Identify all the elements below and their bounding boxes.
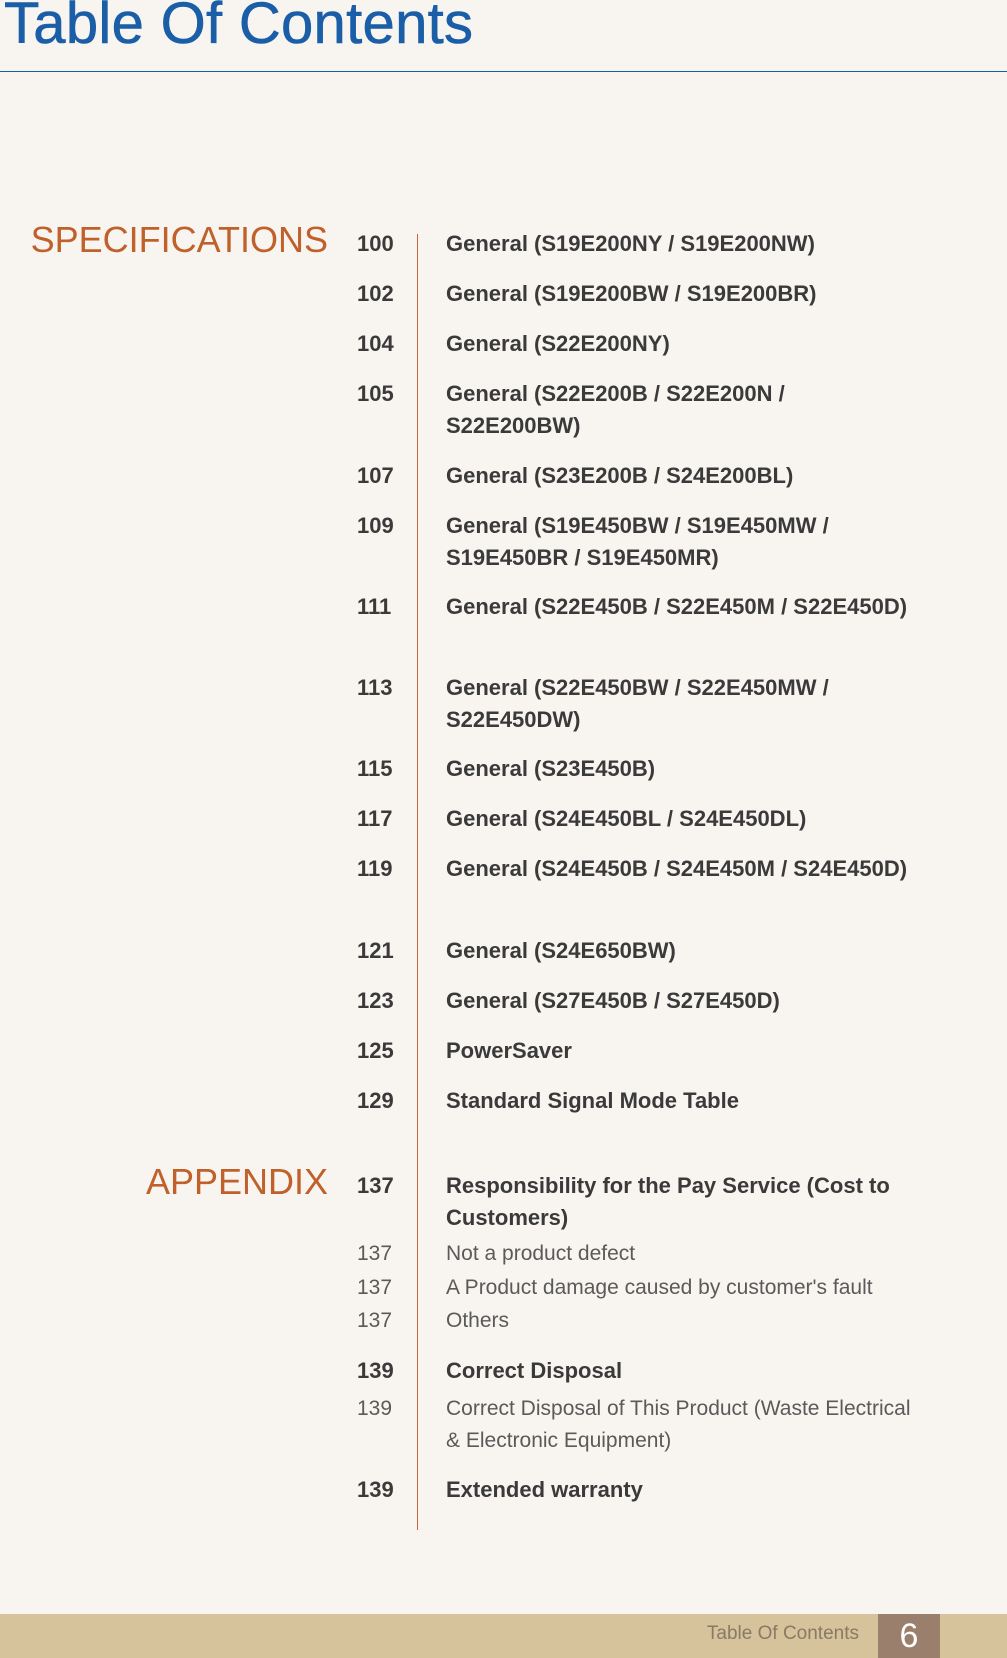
toc-page-number: 115 [357,756,393,781]
toc-entry-title[interactable]: General (S19E200BW / S19E200BR) [446,281,817,306]
footer-label: Table Of Contents [706,1623,859,1644]
toc-page-number: 123 [357,988,394,1013]
toc-page-number: 119 [357,856,393,881]
toc-page-number: 139 [357,1397,393,1420]
toc-entry-title[interactable]: General (S19E200NY / S19E200NW) [446,231,815,256]
toc-entry-title[interactable]: Standard Signal Mode Table [446,1088,739,1113]
toc-entry-title[interactable]: General (S22E200B / S22E200N / S22E200BW) [446,381,785,438]
toc-entry-title[interactable]: Responsibility for the Pay Service (Cost to Customers) [446,1173,890,1230]
toc-entry-title[interactable]: General (S22E450BW / S22E450MW / S22E450DW) [446,675,829,732]
toc-entry-title[interactable]: General (S23E450B) [446,756,656,781]
toc-page-number: 137 [357,1276,393,1299]
toc-subentry-title[interactable]: Not a product defect [446,1242,636,1265]
page-title: Table Of Contents [4,0,474,56]
toc-entry-title[interactable]: General (S24E450BL / S24E450DL) [446,806,807,831]
toc-page-number: 125 [357,1038,394,1063]
toc-entry-title[interactable]: Extended warranty [446,1477,643,1502]
toc-page-number: 117 [357,806,393,831]
toc-page-number: 129 [357,1088,394,1113]
toc-page-number: 137 [357,1309,393,1332]
toc-page-number: 113 [357,675,393,700]
section-heading-appendix: APPENDIX [145,1161,328,1202]
toc-page-number: 100 [357,231,394,256]
toc-entry-title[interactable]: General (S24E450B / S24E450M / S24E450D) [446,856,908,881]
toc-page-number: 111 [357,594,392,619]
toc-page-number: 121 [357,938,394,963]
toc-page-number: 107 [357,463,394,488]
toc-subentry-title[interactable]: Correct Disposal of This Product (Waste Electrical & Electronic Equipment) [446,1397,911,1452]
toc-page-number: 139 [357,1477,394,1502]
toc-page-number: 139 [357,1358,394,1383]
toc-entry-title[interactable]: Correct Disposal [446,1358,623,1383]
toc-entry-title[interactable]: General (S24E650BW) [446,938,676,963]
toc-page-number: 102 [357,281,394,306]
toc-page-number: 105 [357,381,394,406]
toc-page-number: 104 [357,331,394,356]
title-divider [0,71,1007,72]
toc-subentry-title[interactable]: Others [446,1309,510,1332]
toc-page-number: 137 [357,1173,394,1198]
toc-entry-title[interactable]: General (S27E450B / S27E450D) [446,988,780,1013]
toc-page-number: 109 [357,513,394,538]
footer-page-number: 6 [878,1614,940,1658]
section-heading-specifications: SPECIFICATIONS [30,219,328,260]
toc-entry-title[interactable]: General (S23E200B / S24E200BL) [446,463,794,488]
toc-entry-title[interactable]: General (S22E450B / S22E450M / S22E450D) [446,594,908,619]
toc-subentry-title[interactable]: A Product damage caused by customer's fault [446,1276,873,1299]
column-divider [417,234,418,1530]
toc-entry-title[interactable]: General (S19E450BW / S19E450MW / S19E450BR / S19E450MR) [446,513,829,570]
toc-entry-title[interactable]: PowerSaver [446,1038,572,1063]
toc-page-number: 137 [357,1242,393,1265]
toc-entry-title[interactable]: General (S22E200NY) [446,331,670,356]
